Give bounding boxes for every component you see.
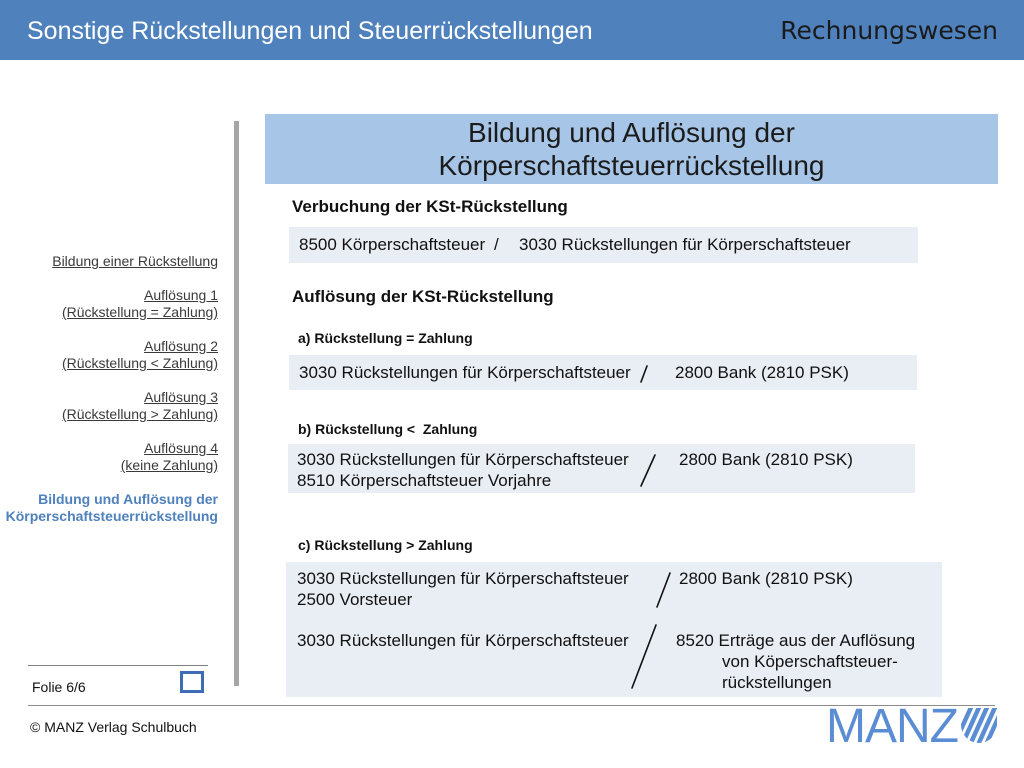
case-c-entry-box <box>286 562 942 697</box>
vertical-divider <box>234 121 239 686</box>
case-b-label: b) Rückstellung < Zahlung <box>298 421 478 437</box>
nav-link-aufloesung-2[interactable] <box>62 338 218 372</box>
debit-account: 8500 Körperschaftsteuer <box>299 235 486 254</box>
credit-account: 2800 Bank (2810 PSK) <box>679 569 853 588</box>
debit-account: 3030 Rückstellungen für Körperschaftsteuer <box>299 363 631 382</box>
debit-account: 8510 Körperschaftsteuer Vorjahre <box>297 471 552 490</box>
credit-account: 3030 Rückstellungen für Körperschaftsteuer <box>519 235 851 254</box>
nav-link-label: Auflösung 4 <box>144 440 218 456</box>
entry-separator-slash <box>657 573 670 607</box>
nav-link-label: Auflösung 2 <box>144 338 218 354</box>
nav-link-kst-rueckstellung-current[interactable] <box>6 491 218 525</box>
nav-link-bildung-einer-rueckstellung[interactable] <box>52 253 218 270</box>
nav-link-sublabel: (keine Zahlung) <box>120 457 218 473</box>
entry-separator-slash <box>641 455 655 486</box>
credit-account: 2800 Bank (2810 PSK) <box>679 450 853 469</box>
credit-column <box>519 234 851 255</box>
nav-link-sublabel: (Rückstellung = Zahlung) <box>61 304 218 320</box>
nav-link-label: Auflösung 3 <box>144 389 218 405</box>
formation-entry-box <box>289 227 918 263</box>
footer-divider-short <box>28 665 208 666</box>
square-outline-icon[interactable] <box>180 671 204 693</box>
credit-account-continuation: von Köperschaftsteuer- <box>722 652 898 671</box>
entry-separator-graphic <box>288 444 915 493</box>
nav-link-label: Auflösung 1 <box>144 287 218 303</box>
slide-topic-title: Sonstige Rückstellungen und Steuerrückstellungen <box>27 17 593 45</box>
nav-link-aufloesung-1[interactable] <box>62 287 218 321</box>
case-b-entry-box <box>288 444 915 493</box>
content-title-line-2: Körperschaftsteuerrückstellung <box>438 150 825 181</box>
release-heading: Auflösung der KSt-Rückstellung <box>292 287 554 306</box>
entry-separator-graphic <box>289 355 917 390</box>
debit-account: 3030 Rückstellungen für Körperschaftsteuer <box>297 569 629 588</box>
entry-separator-slash <box>641 366 647 382</box>
debit-column <box>299 234 485 255</box>
nav-link-sublabel: (Rückstellung < Zahlung) <box>61 355 218 371</box>
manz-stripes-icon <box>961 707 997 743</box>
credit-account: 8520 Erträge aus der Auflösung <box>676 631 916 650</box>
case-a-label: a) Rückstellung = Zahlung <box>298 330 473 346</box>
nav-link-aufloesung-4[interactable] <box>121 440 218 474</box>
case-a-entry-box <box>289 355 917 390</box>
subject-label: Rechnungswesen <box>780 16 998 45</box>
nav-link-aufloesung-3[interactable] <box>62 389 218 423</box>
formation-heading: Verbuchung der KSt-Rückstellung <box>292 197 568 216</box>
credit-account-continuation: rückstellungen <box>722 673 832 692</box>
nav-link-sublabel: Körperschaftsteuerrückstellung <box>5 508 218 524</box>
slide-number: Folie 6/6 <box>32 679 86 695</box>
nav-link-label: Bildung und Auflösung der <box>38 491 218 507</box>
debit-account: 2500 Vorsteuer <box>297 590 413 609</box>
slide-header <box>0 0 1024 60</box>
nav-link-sublabel: (Rückstellung > Zahlung) <box>61 406 218 422</box>
debit-account: 3030 Rückstellungen für Körperschaftsteuer <box>297 450 629 469</box>
publisher-logo-text: MANZ <box>826 700 958 753</box>
case-c-label: c) Rückstellung > Zahlung <box>298 537 473 553</box>
chapter-navigation <box>0 240 218 540</box>
debit-account: 3030 Rückstellungen für Körperschaftsteuer <box>297 631 629 650</box>
credit-account: 2800 Bank (2810 PSK) <box>675 363 849 382</box>
entry-separator-graphic <box>286 562 942 697</box>
content-title-box <box>265 114 998 184</box>
copyright-notice: © MANZ Verlag Schulbuch <box>30 719 197 735</box>
entry-separator-slash <box>632 625 656 688</box>
content-title-line-1: Bildung und Auflösung der <box>468 117 795 148</box>
nav-link-label: Bildung einer Rückstellung <box>52 253 218 269</box>
entry-separator: / <box>494 235 499 254</box>
